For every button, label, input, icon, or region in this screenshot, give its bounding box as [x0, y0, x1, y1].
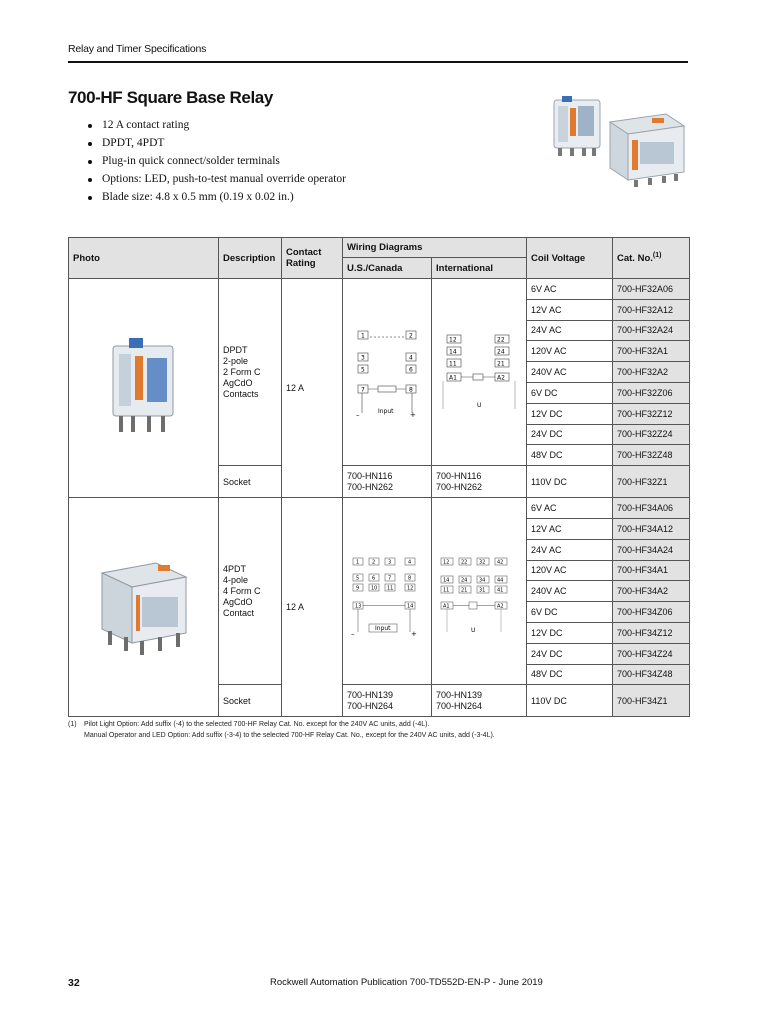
running-header: Relay and Timer Specifications — [68, 43, 207, 55]
footnotes — [68, 719, 495, 741]
terminal-label: 12 — [449, 336, 457, 344]
cat-no: 700-HF32A2 — [613, 362, 690, 383]
terminal-label: 21 — [461, 587, 468, 594]
col-header-coil-voltage: Coil Voltage — [527, 238, 613, 279]
terminal-label: 22 — [461, 559, 468, 566]
cat-no: 700-HF32Z1 — [613, 466, 690, 498]
terminal-label: 4 — [409, 354, 413, 362]
feature-item: DPDT, 4PDT — [88, 134, 346, 152]
footnote-line — [68, 719, 495, 730]
col-header-contact-rating: Contact Rating — [282, 238, 343, 279]
terminal-label: 24 — [497, 348, 505, 356]
col-header-description: Description — [219, 238, 282, 279]
cat-no: 700-HF34A12 — [613, 518, 690, 539]
footnote-text: Pilot Light Option: Add suffix (-4) to the selected 700-HF Relay Cat. No. except for the 240V AC units, add (-4L). — [84, 721, 430, 728]
wiring-us-4pdt — [343, 498, 432, 685]
terminal-label: 34 — [479, 577, 486, 584]
terminal-label: 24 — [461, 577, 468, 584]
terminal-label: A1 — [443, 603, 450, 610]
terminal-label: 11 — [387, 585, 394, 592]
terminal-label: 14 — [449, 348, 457, 356]
cat-no-label: Cat. No. — [617, 253, 653, 265]
footnote-ref: (1) — [652, 251, 662, 259]
wiring-intl-4pdt — [432, 498, 527, 685]
feature-list — [88, 116, 346, 206]
relay-product-photo — [548, 92, 690, 192]
terminal-label: 12 — [443, 559, 450, 566]
socket-us: 700-HN116 700-HN262 — [343, 466, 432, 498]
cat-no: 700-HF34Z12 — [613, 622, 690, 643]
coil-u-label: U — [471, 627, 476, 635]
cat-no: 700-HF32Z12 — [613, 403, 690, 424]
terminal-label: 3 — [361, 354, 365, 362]
coil-voltage: 12V DC — [527, 403, 613, 424]
plus-sign: + — [410, 411, 416, 420]
dpdt-relay-photo — [107, 334, 181, 442]
terminal-label: 8 — [409, 386, 413, 394]
terminal-label: 3 — [388, 559, 392, 566]
cat-no: 700-HF34Z1 — [613, 685, 690, 717]
terminal-label: 14 — [443, 577, 450, 584]
coil-voltage: 48V DC — [527, 445, 613, 466]
cat-no: 700-HF34Z24 — [613, 643, 690, 664]
terminal-label: 14 — [407, 603, 414, 610]
cat-no: 700-HF32A06 — [613, 279, 690, 300]
coil-voltage: 48V DC — [527, 664, 613, 685]
publication-footer: Rockwell Automation Publication 700-TD552D-EN-P - June 2019 — [270, 977, 543, 988]
terminal-label: 5 — [361, 366, 365, 374]
terminal-label: A2 — [497, 603, 504, 610]
terminal-label: 41 — [497, 587, 504, 594]
table-row — [69, 498, 690, 519]
coil-voltage: 24V AC — [527, 320, 613, 341]
description-dpdt: DPDT 2-pole 2 Form C AgCdO Contacts — [219, 279, 282, 466]
minus-sign: – — [356, 411, 360, 420]
cat-no: 700-HF32A12 — [613, 299, 690, 320]
coil-voltage: 24V AC — [527, 539, 613, 560]
header-rule — [68, 61, 688, 63]
plus-sign: + — [411, 630, 417, 639]
terminal-label: 4 — [408, 559, 412, 566]
wiring-us-dpdt — [343, 279, 432, 466]
photo-cell-4pdt — [69, 498, 219, 717]
4pdt-relay-photo — [96, 551, 192, 663]
terminal-label: 6 — [372, 575, 376, 582]
terminal-label: 1 — [361, 332, 365, 340]
input-label: Input — [378, 408, 394, 416]
terminal-label: 13 — [355, 603, 362, 610]
feature-item: 12 A contact rating — [88, 116, 346, 134]
coil-voltage: 120V AC — [527, 341, 613, 362]
coil-voltage: 24V DC — [527, 643, 613, 664]
terminal-label: A2 — [497, 374, 505, 382]
cat-no: 700-HF32A1 — [613, 341, 690, 362]
wiring-intl-dpdt — [432, 279, 527, 466]
minus-sign: – — [351, 630, 355, 639]
wiring-diagram-us-dpdt — [348, 317, 426, 427]
cat-no: 700-HF34A2 — [613, 581, 690, 602]
input-label: Input — [375, 625, 391, 633]
terminal-label: 44 — [497, 577, 504, 584]
rating-dpdt: 12 A — [282, 279, 343, 498]
coil-voltage: 6V DC — [527, 382, 613, 403]
terminal-label: 2 — [372, 559, 376, 566]
coil-voltage: 6V AC — [527, 279, 613, 300]
terminal-label: A1 — [449, 374, 457, 382]
terminal-label: 10 — [371, 585, 378, 592]
footnote-marker: (1) — [68, 721, 77, 728]
socket-intl: 700-HN139 700-HN264 — [432, 685, 527, 717]
rating-4pdt: 12 A — [282, 498, 343, 717]
page-title: 700-HF Square Base Relay — [68, 88, 273, 107]
wiring-diagram-intl-dpdt — [437, 317, 521, 427]
feature-item: Options: LED, push-to-test manual override operator — [88, 170, 346, 188]
socket-intl: 700-HN116 700-HN262 — [432, 466, 527, 498]
coil-voltage: 12V AC — [527, 518, 613, 539]
terminal-label: 1 — [356, 559, 360, 566]
terminal-label: 11 — [449, 360, 457, 368]
terminal-label: 21 — [497, 360, 505, 368]
terminal-label: 7 — [388, 575, 392, 582]
socket-label: Socket — [219, 466, 282, 498]
col-header-international: International — [432, 258, 527, 279]
description-4pdt: 4PDT 4-pole 4 Form C AgCdO Contact — [219, 498, 282, 685]
feature-item: Plug-in quick connect/solder terminals — [88, 152, 346, 170]
cat-no: 700-HF34A1 — [613, 560, 690, 581]
cat-no: 700-HF32Z06 — [613, 382, 690, 403]
coil-voltage: 240V AC — [527, 581, 613, 602]
terminal-label: 5 — [356, 575, 360, 582]
cat-no: 700-HF34A06 — [613, 498, 690, 519]
wiring-diagram-us-4pdt — [345, 536, 429, 646]
cat-no: 700-HF32Z48 — [613, 445, 690, 466]
page-number: 32 — [68, 977, 80, 989]
relay-spec-table — [68, 237, 690, 717]
feature-item: Blade size: 4.8 x 0.5 mm (0.19 x 0.02 in.) — [88, 188, 346, 206]
terminal-label: 8 — [408, 575, 412, 582]
terminal-label: 22 — [497, 336, 505, 344]
footnote-text: Manual Operator and LED Option: Add suffix (-3-4) to the selected 700-HF Relay Cat. No., except for the 240V AC units, add (-3-4L). — [84, 732, 495, 739]
cat-no: 700-HF32Z24 — [613, 424, 690, 445]
coil-voltage: 110V DC — [527, 685, 613, 717]
terminal-label: 9 — [356, 585, 360, 592]
photo-cell-dpdt — [69, 279, 219, 498]
terminal-label: 42 — [497, 559, 504, 566]
col-header-wiring: Wiring Diagrams — [343, 238, 527, 258]
cat-no: 700-HF32A24 — [613, 320, 690, 341]
coil-voltage: 6V DC — [527, 602, 613, 623]
coil-voltage: 110V DC — [527, 466, 613, 498]
coil-voltage: 6V AC — [527, 498, 613, 519]
coil-voltage: 240V AC — [527, 362, 613, 383]
cat-no: 700-HF34A24 — [613, 539, 690, 560]
col-header-photo: Photo — [69, 238, 219, 279]
col-header-cat-no — [613, 238, 690, 279]
coil-u-label: U — [477, 402, 482, 410]
coil-voltage: 120V AC — [527, 560, 613, 581]
table-row — [69, 279, 690, 300]
wiring-diagram-intl-4pdt — [435, 536, 523, 646]
terminal-label: 31 — [479, 587, 486, 594]
terminal-label: 6 — [409, 366, 413, 374]
col-header-us-canada: U.S./Canada — [343, 258, 432, 279]
terminal-label: 12 — [407, 585, 414, 592]
coil-voltage: 12V DC — [527, 622, 613, 643]
socket-label: Socket — [219, 685, 282, 717]
cat-no: 700-HF34Z06 — [613, 602, 690, 623]
terminal-label: 32 — [479, 559, 486, 566]
terminal-label: 7 — [361, 386, 365, 394]
terminal-label: 2 — [409, 332, 413, 340]
cat-no: 700-HF34Z48 — [613, 664, 690, 685]
socket-us: 700-HN139 700-HN264 — [343, 685, 432, 717]
table-header-row — [69, 238, 690, 258]
coil-voltage: 24V DC — [527, 424, 613, 445]
terminal-label: 11 — [443, 587, 450, 594]
coil-voltage: 12V AC — [527, 299, 613, 320]
